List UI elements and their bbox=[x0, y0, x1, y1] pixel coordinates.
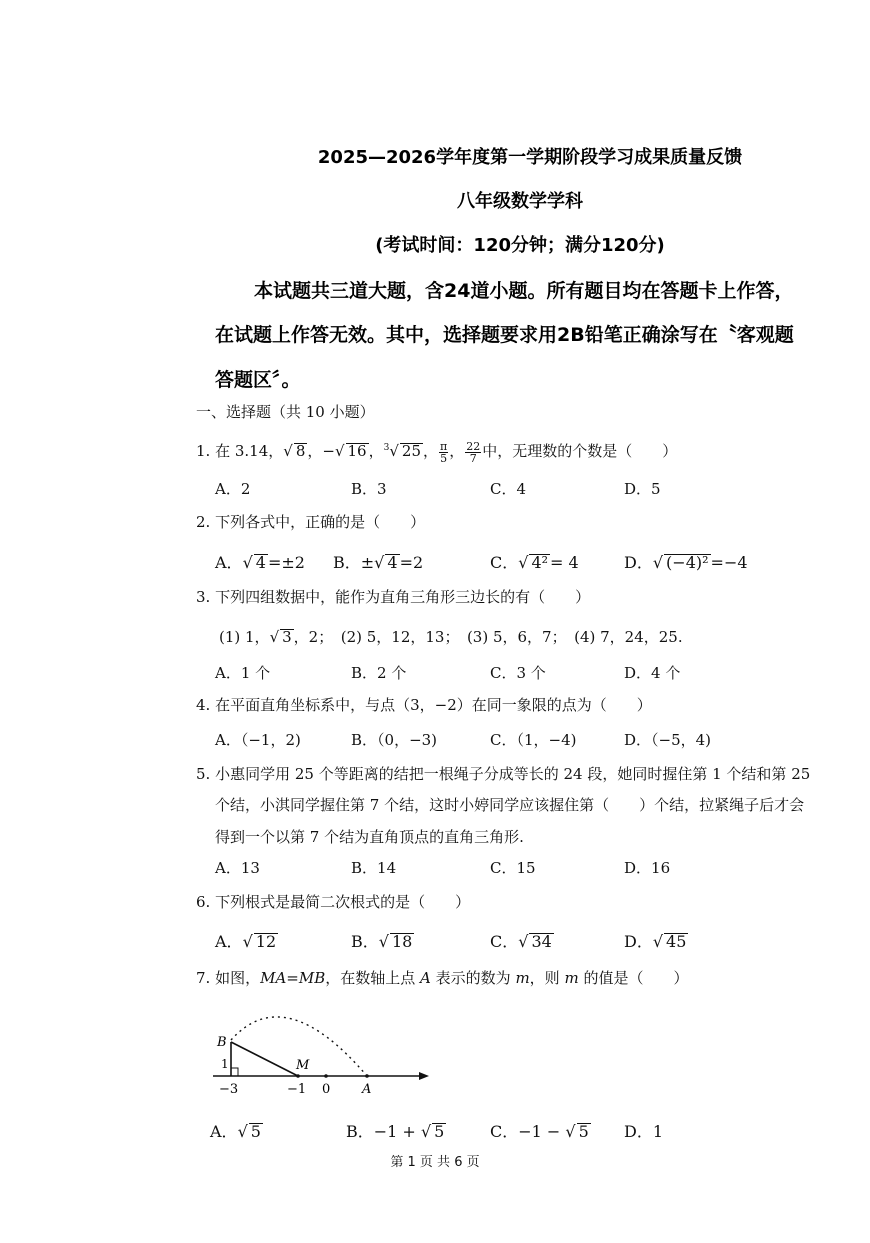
point-m bbox=[296, 1074, 300, 1078]
number-line-figure bbox=[195, 1000, 440, 1100]
q5-option-b: B．14 bbox=[351, 859, 397, 877]
q7-option-d: D．1 bbox=[624, 1122, 664, 1141]
q3-option-b: B．2 个 bbox=[351, 664, 407, 682]
exam-subtitle: 八年级数学学科 bbox=[457, 191, 583, 212]
question-number: 1. bbox=[196, 442, 211, 460]
label-a: A bbox=[362, 1082, 372, 1097]
q4-option-c: C．（1，−4) bbox=[490, 731, 577, 749]
right-angle-mark bbox=[231, 1068, 238, 1076]
intro-line-2: 在试题上作答无效。其中，选择题要求用2B铅笔正确涂写在〝客观题 bbox=[215, 324, 794, 346]
intro-line-1: 本试题共三道大题，含24道小题。所有题目均在答题卡上作答， bbox=[254, 280, 794, 302]
page-number: 第 1 页 共 6 页 bbox=[390, 1155, 480, 1170]
question-5: 5. 小惠同学用 25 个等距离的结把一根绳子分成等长的 24 段，她同时握住第 1 个结和第 25 bbox=[196, 765, 811, 783]
q1-option-a: A．2 bbox=[215, 480, 251, 498]
point-zero bbox=[324, 1074, 328, 1078]
q5-line-3: 得到一个以第 7 个结为直角顶点的直角三角形. bbox=[215, 828, 524, 846]
q5-option-d: D．16 bbox=[624, 859, 671, 877]
q1-option-d: D．5 bbox=[624, 480, 661, 498]
q3-option-d: D．4 个 bbox=[624, 664, 681, 682]
q4-option-d: D．（−5，4) bbox=[624, 731, 712, 749]
arrow-head-icon bbox=[419, 1072, 429, 1080]
label-m: M bbox=[296, 1058, 310, 1073]
question-2: 2. 下列各式中，正确的是（ ） bbox=[196, 513, 426, 531]
point-a bbox=[365, 1074, 369, 1078]
label-b: B bbox=[217, 1035, 227, 1050]
q4-option-a: A．（−1，2) bbox=[215, 731, 301, 749]
q3-option-c: C．3 个 bbox=[490, 664, 546, 682]
exam-info: (考试时间：120分钟；满分120分) bbox=[375, 235, 665, 256]
question-7: 7. 如图，MA=MB，在数轴上点 A 表示的数为 m，则 m 的值是（ ） bbox=[196, 969, 689, 987]
question-1: 1. 在 3.14，√ 8 ，−√ 16 ，$^3$√ 25 ， $\frac{\pi}{5}$ ， $\frac{22}{7}$ 中，无理数的个数是（ ） bbox=[196, 439, 678, 465]
tick-zero: 0 bbox=[322, 1082, 331, 1097]
q7-option-c: C．−1 − √ 5 bbox=[490, 1122, 589, 1141]
q2-option-d: D．√ (−4)² =−4 bbox=[624, 553, 748, 572]
q1-option-c: C．4 bbox=[490, 480, 527, 498]
q6-option-a: A．√ 12 bbox=[215, 932, 277, 951]
q3-data: (1) 1，√ 3 ，2； (2) 5，12，13； (3) 5，6，7； (4) 7，24，25. bbox=[219, 628, 683, 646]
q7-option-a: A．√ 5 bbox=[210, 1122, 261, 1141]
label-one: 1 bbox=[221, 1057, 229, 1071]
q3-option-a: A．1 个 bbox=[215, 664, 271, 682]
q2-option-c: C．√ 4² = 4 bbox=[490, 553, 579, 572]
intro-line-3: 答题区〞。 bbox=[215, 369, 301, 391]
question-3: 3. 下列四组数据中，能作为直角三角形三边长的有（ ） bbox=[196, 588, 591, 606]
section-heading: 一、选择题（共 10 小题） bbox=[196, 403, 375, 421]
tick-minus-3: −3 bbox=[219, 1082, 239, 1097]
q1-option-b: B．3 bbox=[351, 480, 387, 498]
question-6: 6. 下列根式是最简二次根式的是（ ） bbox=[196, 893, 471, 911]
fraction-pi-5: $\frac{\pi}{5}$ bbox=[440, 439, 448, 465]
q2-option-b: B．±√ 4 =2 bbox=[333, 553, 424, 572]
fraction-22-7: $\frac{22}{7}$ bbox=[466, 439, 481, 465]
q6-option-c: C．√ 34 bbox=[490, 932, 552, 951]
q2-option-a: A．√ 4 =±2 bbox=[215, 553, 305, 572]
q6-option-b: B．√ 18 bbox=[351, 932, 413, 951]
exam-title: 2025—2026学年度第一学期阶段学习成果质量反馈 bbox=[317, 147, 743, 168]
q5-option-a: A．13 bbox=[215, 859, 260, 877]
q4-option-b: B．（0，−3) bbox=[351, 731, 438, 749]
question-4: 4. 在平面直角坐标系中，与点（3，−2）在同一象限的点为（ ） bbox=[196, 696, 652, 714]
q6-option-d: D．√ 45 bbox=[624, 932, 687, 951]
segment-bm bbox=[231, 1042, 298, 1076]
q7-option-b: B．−1 + √ 5 bbox=[346, 1122, 445, 1141]
q5-option-c: C．15 bbox=[490, 859, 536, 877]
q5-line-2: 个结，小淇同学握住第 7 个结，这时小婷同学应该握住第（ ）个结，拉紧绳子后才会 bbox=[215, 796, 805, 814]
tick-minus-1: −1 bbox=[287, 1082, 307, 1097]
